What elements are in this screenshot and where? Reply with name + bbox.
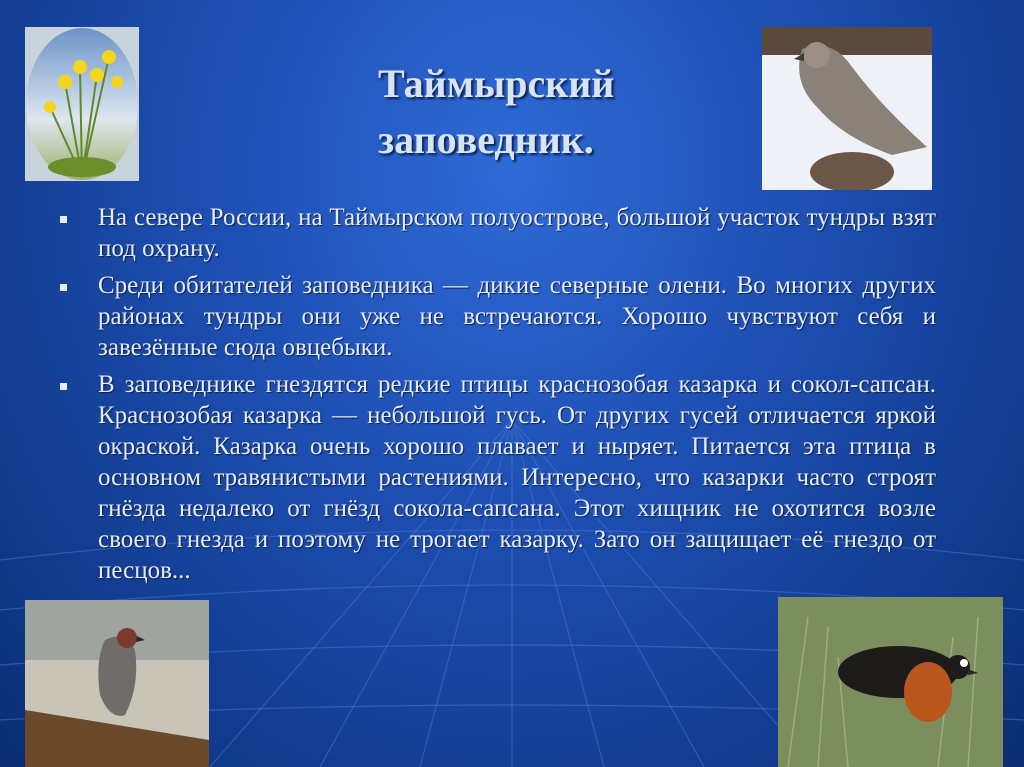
bullet-item (56, 369, 936, 586)
bullet-item (56, 202, 936, 264)
peregrine-photo (25, 600, 209, 767)
title-line-1: Таймырский (378, 61, 615, 106)
bullet-text: Среди обитателей заповедника — дикие северные олени. Во многих других районах тундры они уже не встречаются. Хорошо чувствуют себя и завезённые сюда овцебыки. (98, 272, 936, 361)
bullet-text: На севере России, на Таймырском полуострове, большой участок тундры взят под охрану. (98, 204, 936, 262)
falcon-photo (762, 27, 932, 190)
bullet-square-icon (60, 383, 67, 390)
slide-title (378, 56, 738, 168)
title-line-2: заповедник. (378, 117, 594, 162)
bullet-square-icon (60, 284, 67, 291)
flower-photo (25, 27, 139, 181)
bullet-square-icon (60, 216, 67, 223)
bullet-text: В заповеднике гнездятся редкие птицы краснозобая казарка и сокол-сапсан. Краснозобая казарка — небольшой гусь. От других гусей отличается яркой окраской. Казарка очень хорошо плавает и ныряет. Питается эта птица в основном травянистыми растениями. Интересно, что казарки часто строят гнёзда недалеко от гнёзд сокола-сапсана. Этот хищник не охотится возле своего гнезда и поэтому не трогает казарку. Зато он защищает её гнездо от песцов... (98, 371, 936, 584)
bullet-list (56, 202, 936, 592)
goose-photo (778, 597, 1003, 767)
bullet-item (56, 270, 936, 363)
